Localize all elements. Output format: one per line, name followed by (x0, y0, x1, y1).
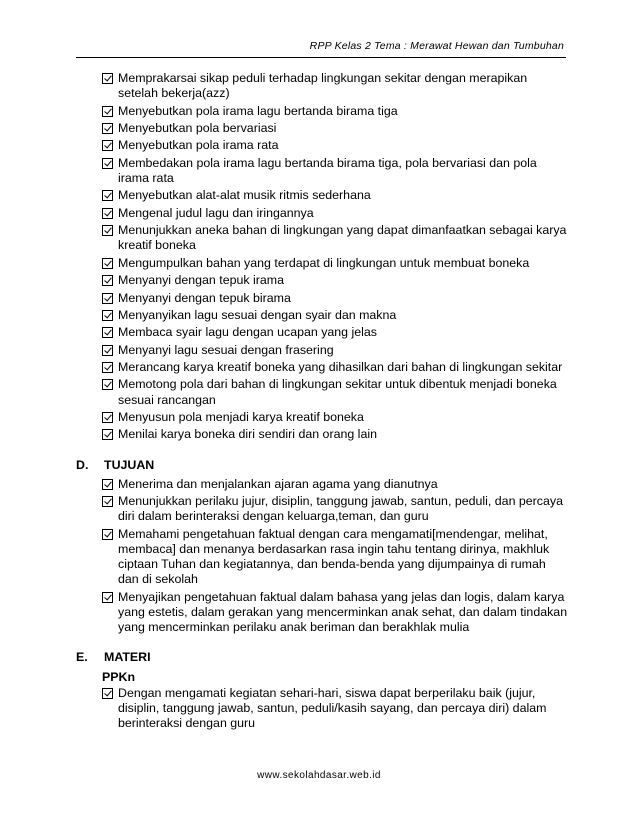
checklist-item-text: Menyebutkan pola irama rata (118, 138, 279, 153)
checklist-item-text: Menyanyi lagu sesuai dengan frasering (118, 342, 334, 357)
section-letter: E. (76, 650, 88, 665)
footer-website: www.sekolahdasar.web.id (257, 770, 381, 781)
checkbox-checked-icon (102, 123, 113, 134)
checklist-item-text: Menyebutkan pola irama lagu bertanda birama tiga (118, 103, 398, 118)
checkbox-checked-icon (102, 429, 113, 440)
checkbox-checked-icon (102, 379, 113, 390)
checklist-item (102, 308, 568, 323)
materi-checklist (102, 686, 568, 732)
document-body (76, 71, 568, 734)
checklist-item (102, 206, 568, 221)
checkbox-checked-icon (102, 529, 113, 540)
checklist-item (102, 343, 568, 358)
checkbox-checked-icon (102, 496, 113, 507)
checklist-item-text: Memprakarsai sikap peduli terhadap lingkungan sekitar dengan merapikan setelah bekerja(azz) (118, 71, 528, 101)
checklist-item (102, 686, 568, 732)
checklist-item-text: Merancang karya kreatif boneka yang dihasilkan dari bahan di lingkungan sekitar (118, 360, 563, 375)
checklist-item (102, 427, 568, 442)
checklist-item-text: Dengan mengamati kegiatan sehari-hari, siswa dapat berperilaku baik (jujur, disiplin, tanggung jawab, santun, peduli/kasih sayang, dan percaya diri) dalam berinteraksi dengan guru (118, 685, 547, 731)
section-tujuan (76, 458, 568, 636)
checklist-item (102, 223, 568, 253)
subject-heading: PPKn (102, 669, 136, 684)
checklist-item-text: Menyusun pola menjadi karya kreatif boneka (118, 410, 364, 425)
checklist-item-text: Menyajikan pengetahuan faktual dalam bahasa yang jelas dan logis, dalam karya yang estetis, dalam gerakan yang mencerminkan anak sehat, dan dalam tindakan yang mencerminkan perilaku anak beriman dan berakhlak mulia (118, 589, 568, 635)
checkbox-checked-icon (102, 258, 113, 269)
checkbox-checked-icon (102, 327, 113, 338)
checkbox-checked-icon (102, 275, 113, 286)
section-letter: D. (76, 457, 89, 472)
checkbox-checked-icon (102, 106, 113, 117)
checklist-item-text: Mengumpulkan bahan yang terdapat di lingkungan untuk membuat boneka (118, 255, 530, 270)
checklist-item-text: Membaca syair lagu dengan ucapan yang jelas (118, 325, 377, 340)
section-materi (76, 650, 568, 731)
checklist-item (102, 494, 568, 524)
checklist-item (102, 527, 568, 588)
checklist-item (102, 590, 568, 636)
section-title: MATERI (104, 650, 151, 665)
checklist-item (102, 377, 568, 407)
checkbox-checked-icon (102, 412, 113, 423)
checkbox-checked-icon (102, 190, 113, 201)
tujuan-checklist (102, 477, 568, 636)
checklist-item-text: Memotong pola dari bahan di lingkungan sekitar untuk dibentuk menjadi boneka sesuai rancangan (118, 377, 557, 407)
checkbox-checked-icon (102, 140, 113, 151)
checklist-item-text: Menyanyikan lagu sesuai dengan syair dan makna (118, 307, 397, 322)
checklist-item-text: Menunjukkan perilaku jujur, disiplin, tanggung jawab, santun, peduli, dan percaya diri dalam berinteraksi dengan keluarga,teman, dan guru (118, 494, 563, 524)
checklist-item-text: Membedakan pola irama lagu bertanda birama tiga, pola bervariasi dan pola irama rata (118, 155, 537, 185)
checklist-item-text: Menerima dan menjalankan ajaran agama yang dianutnya (118, 476, 438, 491)
checklist-item (102, 273, 568, 288)
checklist-item-text: Memahami pengetahuan faktual dengan cara mengamati[mendengar, melihat, membaca] dan menanya berdasarkan rasa ingin tahu tentang dirinya, makhluk ciptaan Tuhan dan kegiatannya, dan benda-benda yang dijumpainya di rumah dan di sekolah (118, 526, 550, 587)
checklist-item (102, 291, 568, 306)
running-header: RPP Kelas 2 Tema : Merawat Hewan dan Tumbuhan (309, 40, 564, 52)
checklist-item (102, 121, 568, 136)
checklist-item (102, 104, 568, 119)
header-divider (76, 57, 566, 58)
checkbox-checked-icon (102, 208, 113, 219)
checkbox-checked-icon (102, 73, 113, 84)
checklist-item (102, 156, 568, 186)
checkbox-checked-icon (102, 345, 113, 356)
checklist-item (102, 188, 568, 203)
checklist-item-text: Menyanyi dengan tepuk irama (118, 273, 284, 288)
checklist-item (102, 410, 568, 425)
indicator-checklist (76, 71, 568, 443)
checklist-item (102, 325, 568, 340)
checklist-item-text: Menyebutkan pola bervariasi (118, 120, 277, 135)
section-title: TUJUAN (104, 457, 155, 472)
checklist-item (102, 477, 568, 492)
checklist-item (102, 138, 568, 153)
checkbox-checked-icon (102, 592, 113, 603)
checkbox-checked-icon (102, 225, 113, 236)
checklist-item (102, 256, 568, 271)
checklist-item-text: Menyebutkan alat-alat musik ritmis sederhana (118, 188, 371, 203)
checklist-item (102, 71, 568, 101)
checklist-item (102, 360, 568, 375)
checklist-item-text: Menyanyi dengan tepuk birama (118, 290, 291, 305)
checkbox-checked-icon (102, 158, 113, 169)
checklist-item-text: Menunjukkan aneka bahan di lingkungan yang dapat dimanfaatkan sebagai karya kreatif boneka (118, 223, 567, 253)
checkbox-checked-icon (102, 310, 113, 321)
checkbox-checked-icon (102, 362, 113, 373)
checkbox-checked-icon (102, 688, 113, 699)
checkbox-checked-icon (102, 479, 113, 490)
checklist-item-text: Menilai karya boneka diri sendiri dan orang lain (118, 427, 377, 442)
checkbox-checked-icon (102, 293, 113, 304)
checklist-item-text: Mengenal judul lagu dan iringannya (118, 205, 314, 220)
